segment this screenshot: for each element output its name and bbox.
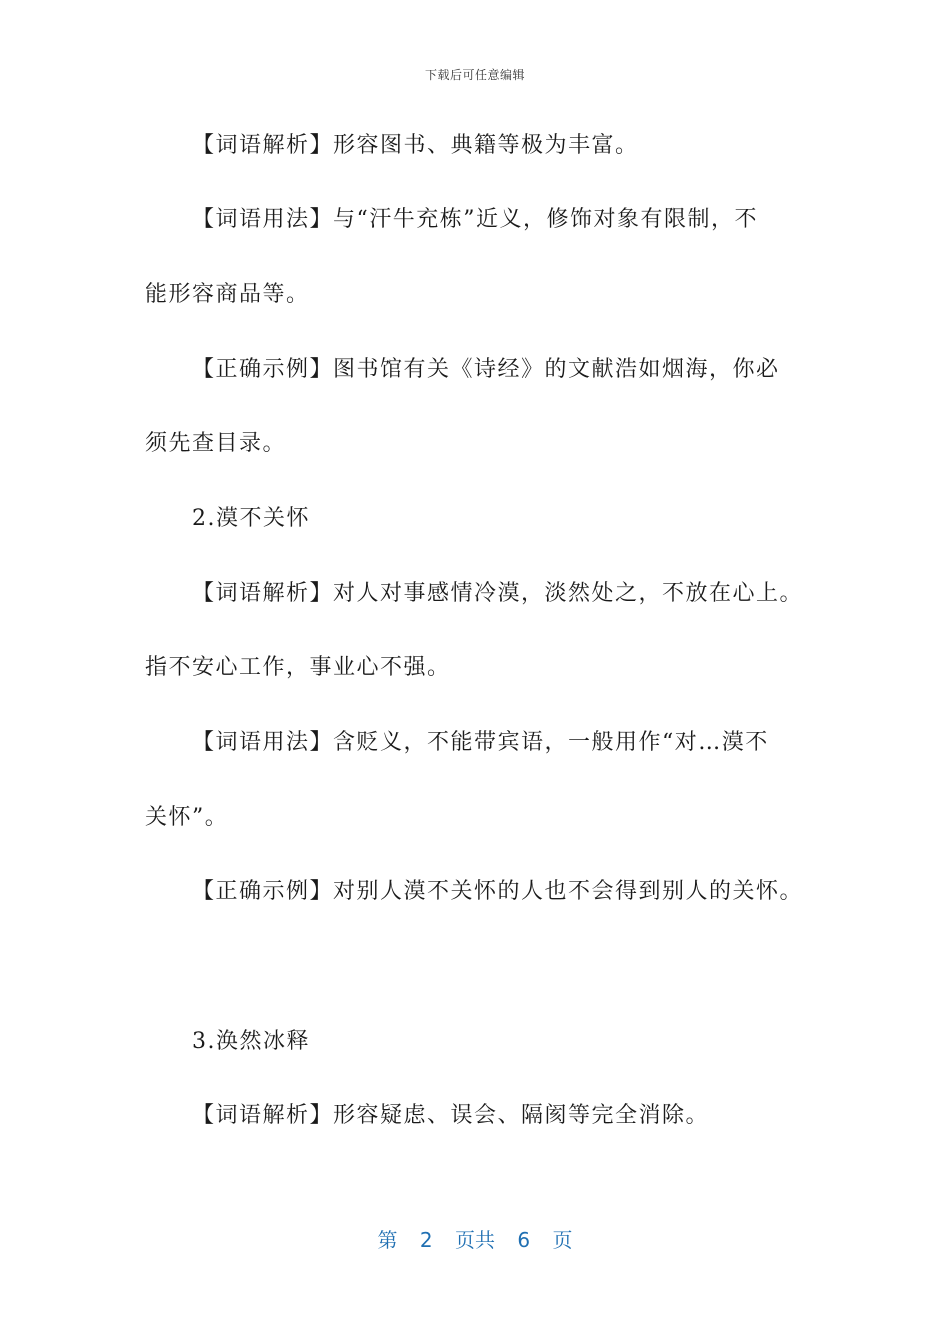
paragraph-line: 【词语用法】含贬义，不能带宾语，一般用作“对…漠不 <box>192 730 769 755</box>
paragraph-line: 【正确示例】图书馆有关《诗经》的文献浩如烟海，你必 <box>192 357 780 382</box>
page-footer <box>0 1224 950 1253</box>
paragraph-line: 【词语解析】形容疑虑、误会、隔阂等完全消除。 <box>192 1103 710 1128</box>
paragraph-line: 【正确示例】对别人漠不关怀的人也不会得到别人的关怀。 <box>192 879 804 904</box>
footer-prefix: 第 <box>377 1228 398 1252</box>
footer-middle: 页共 <box>455 1228 495 1252</box>
paragraph-line: 【词语用法】与“汗牛充栋”近义，修饰对象有限制，不 <box>192 207 758 232</box>
paragraph-line: 须先查目录。 <box>145 431 287 456</box>
paragraph-line: 【词语解析】对人对事感情冷漠，淡然处之，不放在心上。 <box>192 581 804 606</box>
footer-total-pages: 6 <box>517 1228 531 1252</box>
paragraph-line: 关怀”。 <box>145 805 229 830</box>
footer-page-number: 2 <box>419 1228 433 1252</box>
section-heading: 2.漠不关怀 <box>192 506 310 531</box>
footer-suffix: 页 <box>552 1228 573 1252</box>
paragraph-line: 【词语解析】形容图书、典籍等极为丰富。 <box>192 133 639 158</box>
page-header: 下载后可任意编辑 <box>424 68 525 82</box>
paragraph-line: 能形容商品等。 <box>145 282 310 307</box>
paragraph-line: 指不安心工作，事业心不强。 <box>145 655 451 680</box>
section-heading: 3.涣然冰释 <box>192 1029 310 1054</box>
